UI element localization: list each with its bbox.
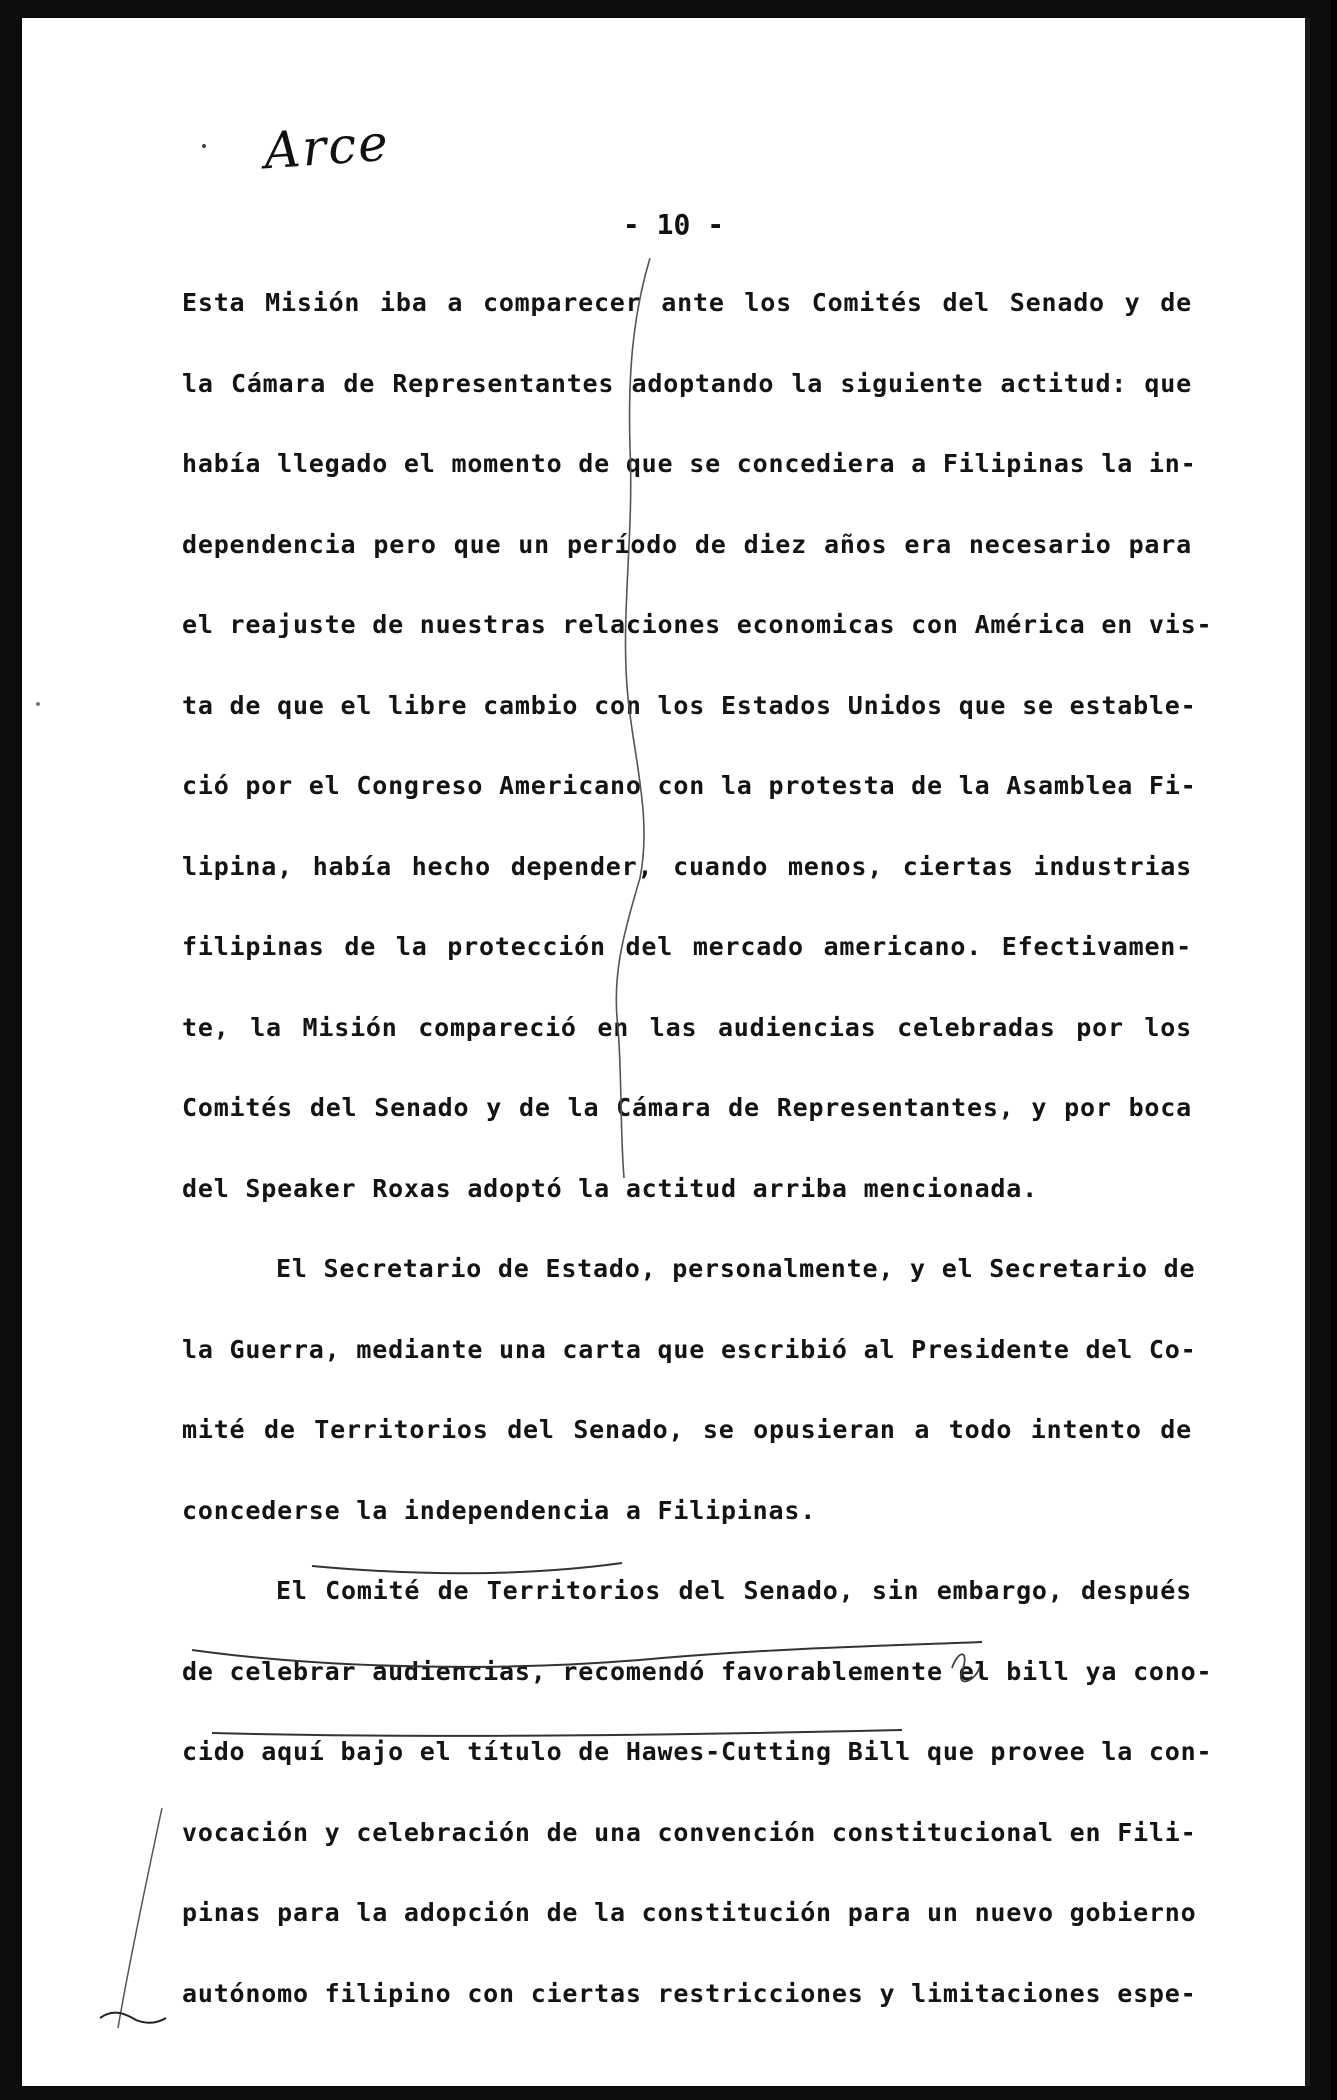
- text-line: la Cámara de Representantes adoptando la siguiente actitud: que: [182, 368, 1192, 398]
- text-line: te, la Misión compareció en las audiencias celebradas por los: [182, 1012, 1192, 1042]
- text-line: pinas para la adopción de la constitución para un nuevo gobierno: [182, 1898, 1197, 1927]
- page-number: - 10 -: [622, 208, 725, 241]
- text-line: autónomo filipino con ciertas restricciones y limitaciones espe-: [182, 1978, 1197, 2008]
- text-line: filipinas de la protección del mercado americano. Efectivamen-: [182, 932, 1192, 961]
- text-line: Comités del Senado y de la Cámara de Representantes, y por boca: [182, 1093, 1192, 1122]
- text-line: ta de que el libre cambio con los Estados Unidos que se estable-: [182, 690, 1197, 720]
- text-line: lipina, había hecho depender, cuando menos, ciertas industrias: [182, 851, 1192, 881]
- pencil-tilde-mark: [100, 2013, 166, 2023]
- scan-speck: [36, 702, 40, 706]
- text-line: ció por el Congreso Americano con la protesta de la Asamblea Fi-: [182, 771, 1197, 800]
- body-text: [182, 288, 1213, 2059]
- document-page: [22, 18, 1310, 2086]
- text-line: de celebrar audiencias, recomendó favorablemente el bill ya cono-: [182, 1656, 1213, 1686]
- text-line: había llegado el momento de que se concediera a Filipinas la in-: [182, 449, 1197, 478]
- text-line: cido aquí bajo el título de Hawes-Cutting Bill que provee la con-: [182, 1737, 1213, 1766]
- handwritten-annotation: Arce: [262, 113, 392, 181]
- scan-border: [1331, 0, 1337, 2100]
- pencil-margin-mark: [118, 1808, 162, 2028]
- text-line: El Comité de Territorios del Senado, sin embargo, después: [276, 1576, 1192, 1605]
- text-line: vocación y celebración de una convención constitucional en Fili-: [182, 1817, 1197, 1847]
- text-line: mité de Territorios del Senado, se opusieran a todo intento de: [182, 1415, 1192, 1444]
- text-line: del Speaker Roxas adoptó la actitud arriba mencionada.: [182, 1173, 1038, 1203]
- text-line: Esta Misión iba a comparecer ante los Comités del Senado y de: [182, 288, 1192, 317]
- text-line: concederse la independencia a Filipinas.: [182, 1495, 817, 1525]
- text-line: el reajuste de nuestras relaciones economicas con América en vis-: [182, 610, 1213, 639]
- text-line: El Secretario de Estado, personalmente, y el Secretario de: [276, 1254, 1196, 1283]
- scan-speck: [202, 144, 206, 148]
- text-line: dependencia pero que un período de diez años era necesario para: [182, 529, 1192, 559]
- text-line: la Guerra, mediante una carta que escribió al Presidente del Co-: [182, 1334, 1197, 1364]
